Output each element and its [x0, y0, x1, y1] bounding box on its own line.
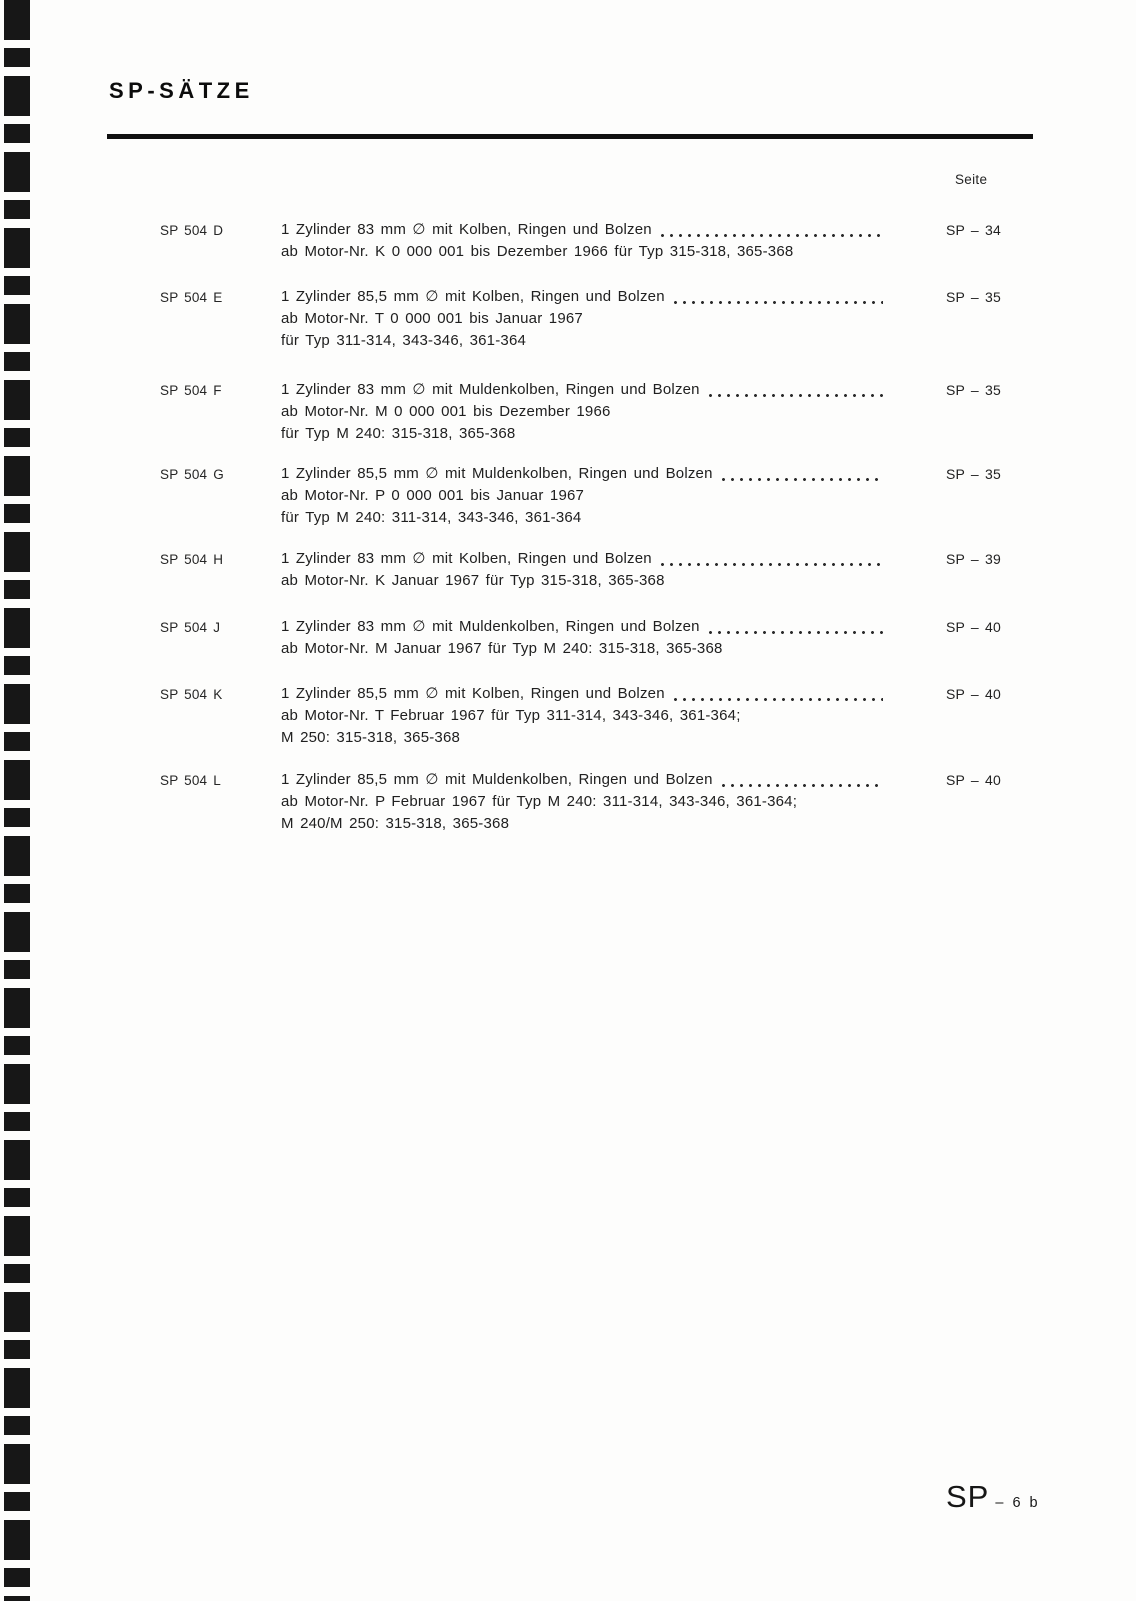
entry-code: SP 504 D: [160, 223, 224, 238]
toc-entry: [160, 379, 1001, 445]
dot-leader: [722, 784, 883, 787]
entry-subline: M 240/M 250: 315-318, 365-368: [281, 815, 510, 832]
entry-title: 1 Zylinder 85,5 mm ∅ mit Muldenkolben, Ringen und Bolzen: [281, 771, 713, 788]
entry-subline: ab Motor-Nr. T 0 000 001 bis Januar 1967: [281, 310, 583, 327]
title-rule: [107, 134, 1033, 139]
entry-subline: für Typ M 240: 311-314, 343-346, 361-364: [281, 509, 582, 526]
toc-entry: [160, 769, 1001, 835]
entry-body: [281, 769, 885, 835]
entry-page-ref: SP – 39: [946, 551, 1001, 567]
entry-subline: für Typ M 240: 315-318, 365-368: [281, 425, 516, 442]
dot-leader: [722, 478, 883, 481]
entry-body: [281, 286, 885, 352]
entry-title: 1 Zylinder 83 mm ∅ mit Kolben, Ringen und Bolzen: [281, 221, 652, 238]
entry-code: SP 504 H: [160, 552, 224, 567]
scan-edge-marks: [4, 0, 30, 1601]
dot-leader: [661, 234, 883, 237]
entry-subline: ab Motor-Nr. M 0 000 001 bis Dezember 1966: [281, 403, 611, 420]
page-column-header: Seite: [955, 172, 988, 187]
entry-code: SP 504 E: [160, 290, 223, 305]
page-title: SP-SÄTZE: [109, 78, 254, 103]
entry-page-ref: SP – 40: [946, 772, 1001, 788]
entry-title: 1 Zylinder 83 mm ∅ mit Muldenkolben, Ringen und Bolzen: [281, 381, 700, 398]
entry-page-ref: SP – 35: [946, 382, 1001, 398]
entry-code: SP 504 J: [160, 620, 221, 635]
dot-leader: [674, 698, 883, 701]
entry-code: SP 504 K: [160, 687, 223, 702]
entry-subline: ab Motor-Nr. T Februar 1967 für Typ 311-314, 343-346, 361-364;: [281, 707, 741, 724]
toc-entry: [160, 219, 1001, 263]
dot-leader: [674, 301, 883, 304]
dot-leader: [661, 563, 883, 566]
footer-page-number: – 6 b: [995, 1495, 1041, 1511]
entry-subline: ab Motor-Nr. K 0 000 001 bis Dezember 1966 für Typ 315-318, 365-368: [281, 243, 794, 260]
toc-entry: [160, 548, 1001, 592]
footer-section-code: SP: [946, 1479, 990, 1514]
entry-body: [281, 379, 885, 445]
entry-page-ref: SP – 35: [946, 466, 1001, 482]
entry-subline: ab Motor-Nr. P 0 000 001 bis Januar 1967: [281, 487, 585, 504]
entry-subline: M 250: 315-318, 365-368: [281, 729, 461, 746]
toc-entry: [160, 463, 1001, 529]
entry-body: [281, 616, 885, 660]
entry-body: [281, 463, 885, 529]
entry-title: 1 Zylinder 85,5 mm ∅ mit Kolben, Ringen und Bolzen: [281, 685, 665, 702]
entry-page-ref: SP – 34: [946, 222, 1001, 238]
entry-title: 1 Zylinder 85,5 mm ∅ mit Muldenkolben, Ringen und Bolzen: [281, 465, 713, 482]
dot-leader: [709, 631, 883, 634]
entry-title: 1 Zylinder 85,5 mm ∅ mit Kolben, Ringen und Bolzen: [281, 288, 665, 305]
entry-subline: ab Motor-Nr. K Januar 1967 für Typ 315-318, 365-368: [281, 572, 665, 589]
entry-page-ref: SP – 40: [946, 619, 1001, 635]
entry-title: 1 Zylinder 83 mm ∅ mit Muldenkolben, Ringen und Bolzen: [281, 618, 700, 635]
entry-code: SP 504 F: [160, 383, 222, 398]
toc-entry: [160, 616, 1001, 660]
entry-code: SP 504 G: [160, 467, 224, 482]
entry-body: [281, 219, 885, 263]
entry-body: [281, 548, 885, 592]
toc-entry: [160, 683, 1001, 749]
entry-body: [281, 683, 885, 749]
entry-subline: für Typ 311-314, 343-346, 361-364: [281, 332, 527, 349]
entry-title: 1 Zylinder 83 mm ∅ mit Kolben, Ringen und Bolzen: [281, 550, 652, 567]
entry-subline: ab Motor-Nr. P Februar 1967 für Typ M 240: 311-314, 343-346, 361-364;: [281, 793, 798, 810]
entry-code: SP 504 L: [160, 773, 221, 788]
dot-leader: [709, 394, 883, 397]
entry-page-ref: SP – 35: [946, 289, 1001, 305]
toc-entry: [160, 286, 1001, 352]
entry-page-ref: SP – 40: [946, 686, 1001, 702]
entry-subline: ab Motor-Nr. M Januar 1967 für Typ M 240: 315-318, 365-368: [281, 640, 723, 657]
page-footer: [946, 1480, 1040, 1514]
